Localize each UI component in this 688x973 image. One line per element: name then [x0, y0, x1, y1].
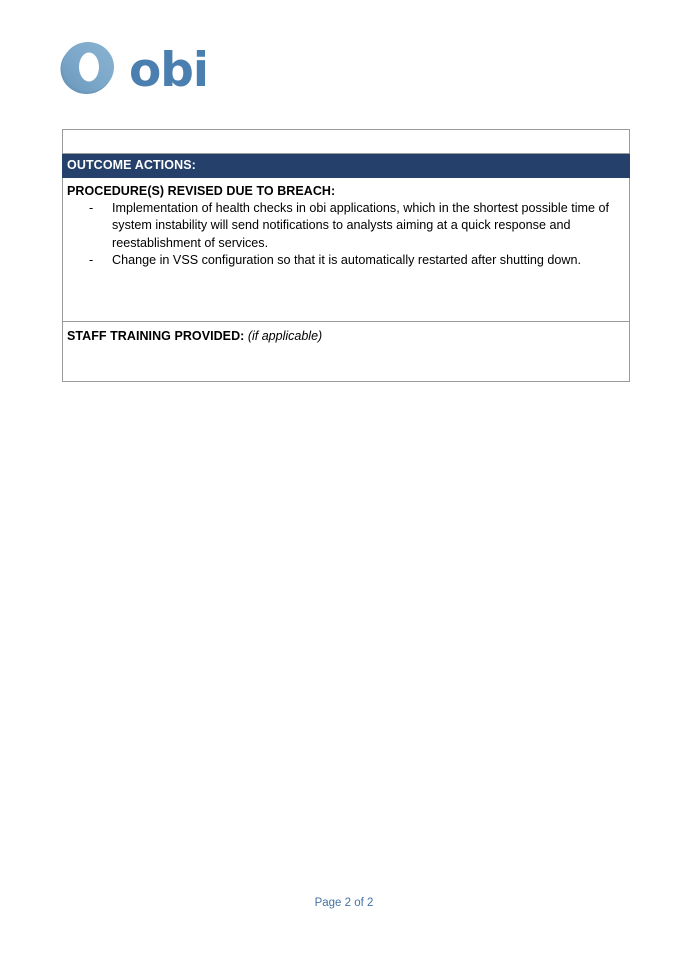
outcome-actions-table — [62, 129, 630, 382]
staff-training-label: STAFF TRAINING PROVIDED: — [67, 329, 245, 343]
bullet-marker-icon: - — [89, 252, 94, 267]
outcome-actions-header-label: OUTCOME ACTIONS: — [67, 158, 196, 172]
list-item — [67, 252, 623, 269]
procedures-cell — [63, 178, 630, 322]
staff-training-note: (if applicable) — [247, 329, 323, 343]
table-row-procedures — [63, 178, 630, 322]
bullet-marker-icon: - — [89, 201, 94, 215]
list-item-text: Change in VSS configuration so that it is automatically restarted after shutting down. — [112, 252, 582, 267]
page-footer — [0, 893, 688, 911]
procedures-section-title: PROCEDURE(S) REVISED DUE TO BREACH: — [67, 184, 336, 198]
list-item-text: Implementation of health checks in obi applications, which in the shortest possible time of system instability will send notifications to analysts aiming at a quick response and reestablishment of services. — [112, 201, 610, 250]
outcome-actions-header-cell — [63, 154, 630, 178]
table-row-header — [63, 154, 630, 178]
brand-wordmark: obi — [129, 42, 209, 98]
procedures-bullet-list — [67, 200, 623, 269]
staff-training-line — [67, 328, 623, 344]
staff-training-cell — [63, 322, 630, 382]
page-number-label: Page 2 of 2 — [314, 897, 374, 909]
obi-ring-logo-icon — [58, 39, 118, 97]
table-row-blank — [63, 130, 630, 154]
blank-cell — [63, 130, 630, 154]
table-row-staff-training — [63, 322, 630, 382]
list-item — [67, 200, 623, 252]
brand-logo — [58, 33, 208, 103]
